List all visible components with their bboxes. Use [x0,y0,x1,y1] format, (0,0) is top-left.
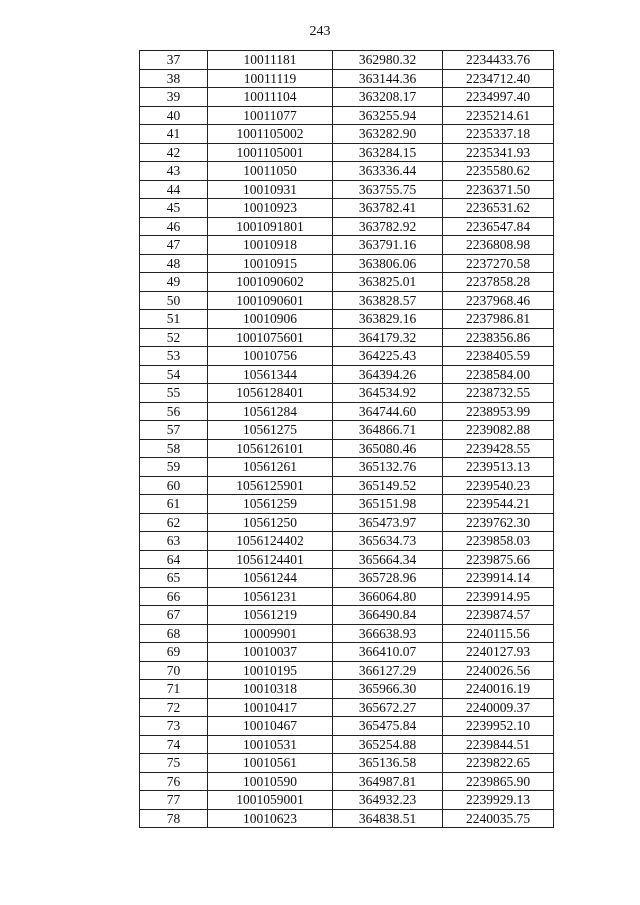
y-coordinate-cell: 2239762.30 [443,513,554,532]
table-row [140,384,554,403]
point-id-cell: 1001075601 [208,328,333,347]
row-index-cell: 57 [140,421,208,440]
y-coordinate-cell: 2237270.58 [443,254,554,273]
table-row [140,180,554,199]
table-row [140,88,554,107]
point-id-cell: 10010318 [208,680,333,699]
table-row [140,476,554,495]
table-row [140,661,554,680]
y-coordinate-cell: 2238405.59 [443,347,554,366]
table-row [140,772,554,791]
point-id-cell: 10010931 [208,180,333,199]
row-index-cell: 40 [140,106,208,125]
row-index-cell: 78 [140,809,208,828]
x-coordinate-cell: 363255.94 [333,106,443,125]
point-id-cell: 10010915 [208,254,333,273]
x-coordinate-cell: 365634.73 [333,532,443,551]
row-index-cell: 66 [140,587,208,606]
x-coordinate-cell: 363284.15 [333,143,443,162]
row-index-cell: 77 [140,791,208,810]
y-coordinate-cell: 2236531.62 [443,199,554,218]
x-coordinate-cell: 366410.07 [333,643,443,662]
table-row [140,217,554,236]
row-index-cell: 49 [140,273,208,292]
y-coordinate-cell: 2240127.93 [443,643,554,662]
table-row [140,254,554,273]
coordinates-table [139,50,554,828]
point-id-cell: 10011050 [208,162,333,181]
row-index-cell: 68 [140,624,208,643]
table-row [140,458,554,477]
point-id-cell: 10561219 [208,606,333,625]
row-index-cell: 53 [140,347,208,366]
table-row [140,51,554,70]
point-id-cell: 10561250 [208,513,333,532]
x-coordinate-cell: 365080.46 [333,439,443,458]
table-row [140,125,554,144]
y-coordinate-cell: 2237858.28 [443,273,554,292]
x-coordinate-cell: 364534.92 [333,384,443,403]
point-id-cell: 1001105001 [208,143,333,162]
x-coordinate-cell: 365151.98 [333,495,443,514]
row-index-cell: 38 [140,69,208,88]
point-id-cell: 1056128401 [208,384,333,403]
y-coordinate-cell: 2236547.84 [443,217,554,236]
table-row [140,273,554,292]
x-coordinate-cell: 366490.84 [333,606,443,625]
point-id-cell: 10561261 [208,458,333,477]
point-id-cell: 1001090602 [208,273,333,292]
y-coordinate-cell: 2240016.19 [443,680,554,699]
row-index-cell: 71 [140,680,208,699]
x-coordinate-cell: 364866.71 [333,421,443,440]
point-id-cell: 10011181 [208,51,333,70]
table-row [140,550,554,569]
x-coordinate-cell: 364838.51 [333,809,443,828]
y-coordinate-cell: 2239875.66 [443,550,554,569]
y-coordinate-cell: 2239822.65 [443,754,554,773]
point-id-cell: 1056124401 [208,550,333,569]
row-index-cell: 75 [140,754,208,773]
table-row [140,809,554,828]
x-coordinate-cell: 363825.01 [333,273,443,292]
point-id-cell: 1056126101 [208,439,333,458]
y-coordinate-cell: 2238732.55 [443,384,554,403]
x-coordinate-cell: 365136.58 [333,754,443,773]
point-id-cell: 10010195 [208,661,333,680]
row-index-cell: 51 [140,310,208,329]
table-row [140,791,554,810]
y-coordinate-cell: 2234712.40 [443,69,554,88]
point-id-cell: 10010467 [208,717,333,736]
table-row [140,513,554,532]
table-row [140,439,554,458]
table-row [140,365,554,384]
x-coordinate-cell: 363806.06 [333,254,443,273]
table-row [140,291,554,310]
x-coordinate-cell: 363336.44 [333,162,443,181]
x-coordinate-cell: 365132.76 [333,458,443,477]
point-id-cell: 1056124402 [208,532,333,551]
point-id-cell: 10561259 [208,495,333,514]
x-coordinate-cell: 364932.23 [333,791,443,810]
row-index-cell: 67 [140,606,208,625]
table-row [140,69,554,88]
row-index-cell: 54 [140,365,208,384]
x-coordinate-cell: 366127.29 [333,661,443,680]
row-index-cell: 62 [140,513,208,532]
table-row [140,199,554,218]
point-id-cell: 10010037 [208,643,333,662]
row-index-cell: 50 [140,291,208,310]
y-coordinate-cell: 2235337.18 [443,125,554,144]
point-id-cell: 10010561 [208,754,333,773]
x-coordinate-cell: 365149.52 [333,476,443,495]
point-id-cell: 10011119 [208,69,333,88]
table-row [140,421,554,440]
table-row [140,402,554,421]
point-id-cell: 1001059001 [208,791,333,810]
x-coordinate-cell: 365254.88 [333,735,443,754]
x-coordinate-cell: 364987.81 [333,772,443,791]
y-coordinate-cell: 2240009.37 [443,698,554,717]
row-index-cell: 59 [140,458,208,477]
x-coordinate-cell: 365473.97 [333,513,443,532]
x-coordinate-cell: 363282.90 [333,125,443,144]
x-coordinate-cell: 363791.16 [333,236,443,255]
point-id-cell: 10009901 [208,624,333,643]
row-index-cell: 63 [140,532,208,551]
x-coordinate-cell: 363144.36 [333,69,443,88]
y-coordinate-cell: 2239082.88 [443,421,554,440]
x-coordinate-cell: 364225.43 [333,347,443,366]
page-number: 243 [309,24,331,39]
row-index-cell: 52 [140,328,208,347]
row-index-cell: 56 [140,402,208,421]
table-row [140,162,554,181]
table-row [140,680,554,699]
row-index-cell: 39 [140,88,208,107]
y-coordinate-cell: 2236808.98 [443,236,554,255]
row-index-cell: 64 [140,550,208,569]
table-row [140,495,554,514]
row-index-cell: 41 [140,125,208,144]
row-index-cell: 48 [140,254,208,273]
y-coordinate-cell: 2237986.81 [443,310,554,329]
table-row [140,606,554,625]
table-row [140,236,554,255]
row-index-cell: 76 [140,772,208,791]
point-id-cell: 10561344 [208,365,333,384]
y-coordinate-cell: 2235214.61 [443,106,554,125]
row-index-cell: 45 [140,199,208,218]
point-id-cell: 10010590 [208,772,333,791]
y-coordinate-cell: 2239929.13 [443,791,554,810]
y-coordinate-cell: 2235580.62 [443,162,554,181]
x-coordinate-cell: 366638.93 [333,624,443,643]
y-coordinate-cell: 2238356.86 [443,328,554,347]
x-coordinate-cell: 363208.17 [333,88,443,107]
x-coordinate-cell: 365475.84 [333,717,443,736]
x-coordinate-cell: 364179.32 [333,328,443,347]
y-coordinate-cell: 2234997.40 [443,88,554,107]
x-coordinate-cell: 365966.30 [333,680,443,699]
row-index-cell: 42 [140,143,208,162]
row-index-cell: 58 [140,439,208,458]
y-coordinate-cell: 2234433.76 [443,51,554,70]
x-coordinate-cell: 363755.75 [333,180,443,199]
point-id-cell: 10561275 [208,421,333,440]
y-coordinate-cell: 2236371.50 [443,180,554,199]
table-row [140,624,554,643]
table-row [140,754,554,773]
row-index-cell: 73 [140,717,208,736]
row-index-cell: 61 [140,495,208,514]
y-coordinate-cell: 2238953.99 [443,402,554,421]
point-id-cell: 10561284 [208,402,333,421]
table-body [140,51,554,828]
y-coordinate-cell: 2237968.46 [443,291,554,310]
row-index-cell: 72 [140,698,208,717]
row-index-cell: 65 [140,569,208,588]
point-id-cell: 10010756 [208,347,333,366]
y-coordinate-cell: 2239544.21 [443,495,554,514]
y-coordinate-cell: 2239428.55 [443,439,554,458]
table-row [140,569,554,588]
table-row [140,328,554,347]
y-coordinate-cell: 2240115.56 [443,624,554,643]
table-row [140,735,554,754]
row-index-cell: 60 [140,476,208,495]
y-coordinate-cell: 2239865.90 [443,772,554,791]
x-coordinate-cell: 365728.96 [333,569,443,588]
point-id-cell: 10011077 [208,106,333,125]
row-index-cell: 37 [140,51,208,70]
point-id-cell: 10010923 [208,199,333,218]
y-coordinate-cell: 2239540.23 [443,476,554,495]
y-coordinate-cell: 2239844.51 [443,735,554,754]
x-coordinate-cell: 366064.80 [333,587,443,606]
point-id-cell: 10011104 [208,88,333,107]
table-row [140,587,554,606]
y-coordinate-cell: 2239914.14 [443,569,554,588]
x-coordinate-cell: 365672.27 [333,698,443,717]
x-coordinate-cell: 363828.57 [333,291,443,310]
row-index-cell: 47 [140,236,208,255]
y-coordinate-cell: 2239914.95 [443,587,554,606]
point-id-cell: 10010417 [208,698,333,717]
y-coordinate-cell: 2239874.57 [443,606,554,625]
point-id-cell: 10010918 [208,236,333,255]
table-row [140,106,554,125]
row-index-cell: 74 [140,735,208,754]
y-coordinate-cell: 2239513.13 [443,458,554,477]
row-index-cell: 55 [140,384,208,403]
point-id-cell: 1001105002 [208,125,333,144]
table-row [140,143,554,162]
point-id-cell: 10561244 [208,569,333,588]
point-id-cell: 10561231 [208,587,333,606]
x-coordinate-cell: 362980.32 [333,51,443,70]
x-coordinate-cell: 363829.16 [333,310,443,329]
table-row [140,698,554,717]
row-index-cell: 44 [140,180,208,199]
point-id-cell: 1001091801 [208,217,333,236]
y-coordinate-cell: 2240026.56 [443,661,554,680]
row-index-cell: 46 [140,217,208,236]
x-coordinate-cell: 365664.34 [333,550,443,569]
row-index-cell: 43 [140,162,208,181]
y-coordinate-cell: 2239952.10 [443,717,554,736]
row-index-cell: 70 [140,661,208,680]
table-row [140,532,554,551]
point-id-cell: 10010531 [208,735,333,754]
table-row [140,643,554,662]
x-coordinate-cell: 363782.92 [333,217,443,236]
point-id-cell: 10010623 [208,809,333,828]
table-row [140,717,554,736]
y-coordinate-cell: 2239858.03 [443,532,554,551]
table-row [140,347,554,366]
y-coordinate-cell: 2238584.00 [443,365,554,384]
point-id-cell: 1056125901 [208,476,333,495]
x-coordinate-cell: 364744.60 [333,402,443,421]
y-coordinate-cell: 2240035.75 [443,809,554,828]
point-id-cell: 10010906 [208,310,333,329]
table-row [140,310,554,329]
x-coordinate-cell: 363782.41 [333,199,443,218]
point-id-cell: 1001090601 [208,291,333,310]
y-coordinate-cell: 2235341.93 [443,143,554,162]
x-coordinate-cell: 364394.26 [333,365,443,384]
row-index-cell: 69 [140,643,208,662]
